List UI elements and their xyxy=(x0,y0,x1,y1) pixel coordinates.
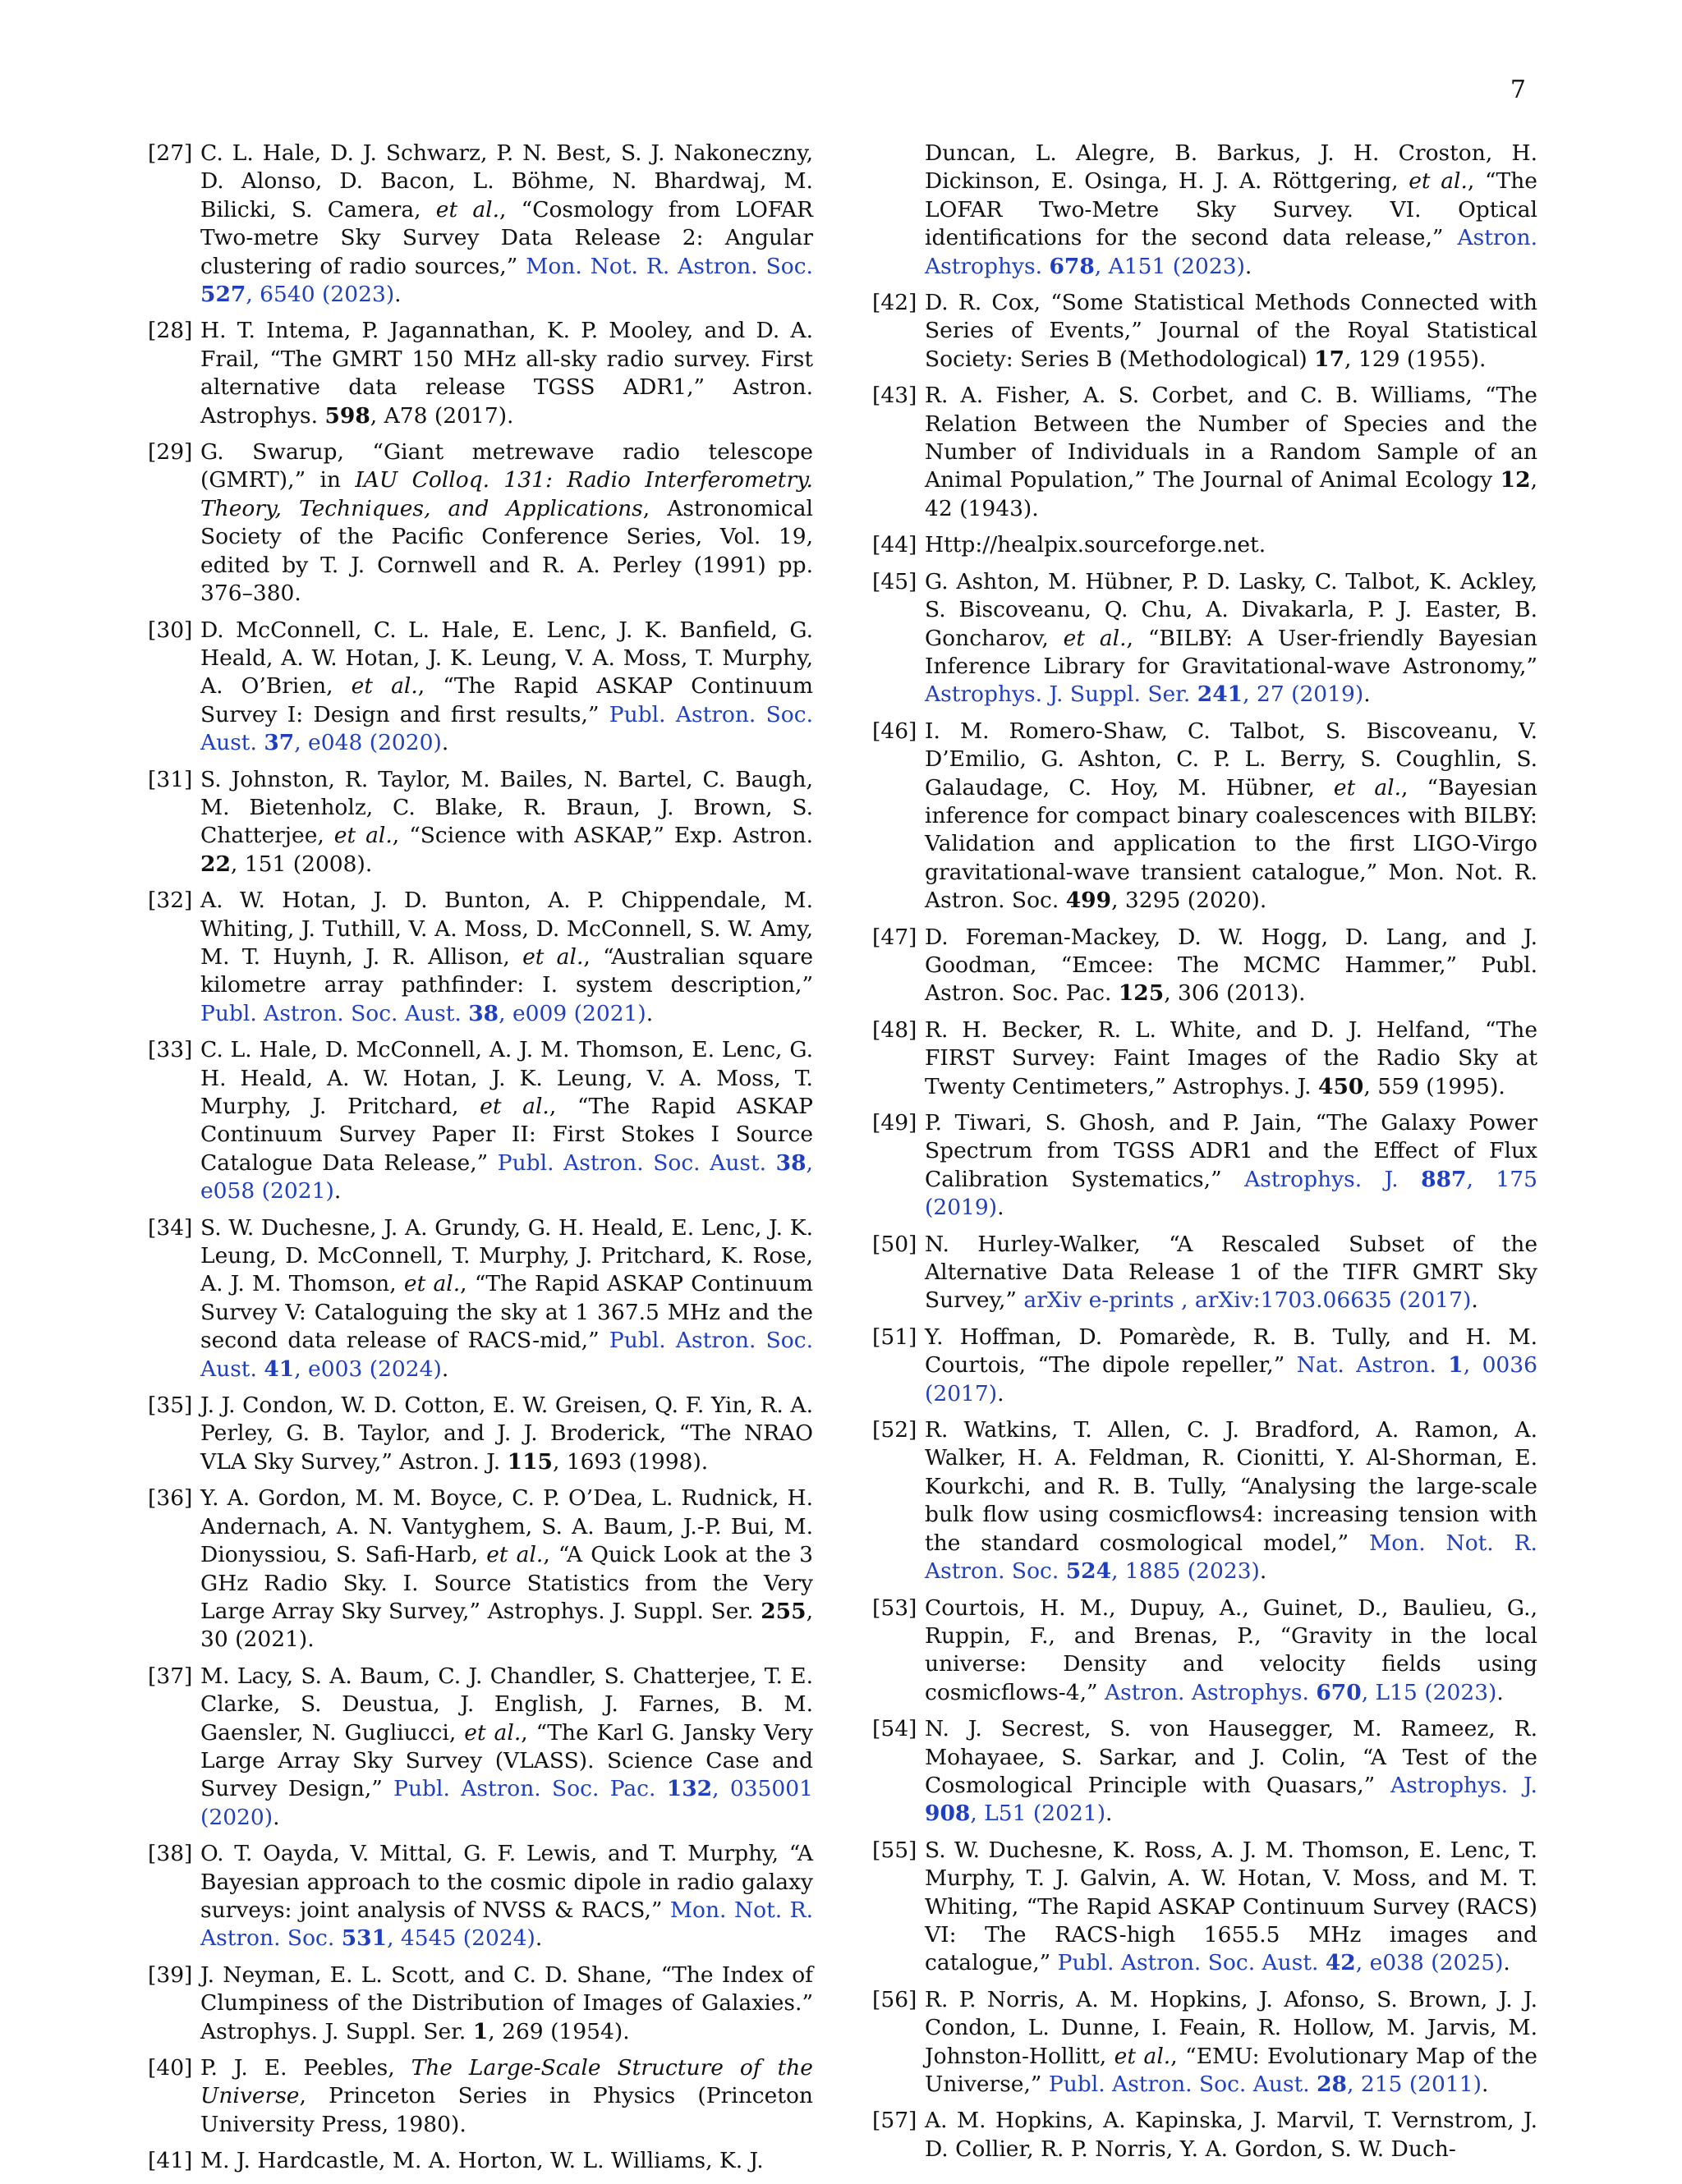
reference-number: [48] xyxy=(872,1016,917,1043)
reference-text: S. W. Duchesne, K. Ross, A. J. M. Thomson, E. Lenc, T. Murphy, T. J. Galvin, A. W. Hotan, V. Moss, and M. T. Whiting, “The Rapid ASKAP Continuum Survey (RACS) VI: The RACS-high 1655.5 MHz images and catalogue,” xyxy=(925,1837,1537,1976)
reference-text: , “Australian square kilometre array pathfinder: I. system description,” xyxy=(200,943,814,998)
reference-text: C. L. Hale, D. J. Schwarz, P. N. Best, S. J. Nakoneczny, D. Alonso, D. Bacon, L. Böhme, N. Bhardwaj, M. Bilicki, S. Camera, xyxy=(200,140,813,223)
reference-link[interactable]: Nat. Astron. xyxy=(1296,1352,1449,1379)
references-left-column xyxy=(148,140,813,2184)
reference-number: [49] xyxy=(872,1110,917,1136)
reference-entry xyxy=(148,1663,813,1832)
reference-entry xyxy=(872,1416,1537,1585)
reference-link[interactable]: , 4545 (2024) xyxy=(387,1925,535,1952)
reference-volume: 115 xyxy=(507,1448,553,1475)
reference-entry xyxy=(148,766,813,879)
reference-entry xyxy=(872,289,1537,374)
reference-link[interactable]: 37 xyxy=(264,730,295,756)
reference-italic-text: et al. xyxy=(1409,168,1468,195)
reference-volume: 125 xyxy=(1118,980,1165,1007)
reference-link[interactable]: , 6540 (2023) xyxy=(246,282,395,308)
reference-number: [41] xyxy=(148,2148,193,2174)
reference-italic-text: The Large-Scale Structure of the Universe xyxy=(200,2055,813,2109)
reference-entry xyxy=(872,382,1537,523)
reference-text: , 1693 (1998). xyxy=(552,1448,709,1475)
reference-link[interactable]: , 1885 (2023) xyxy=(1111,1558,1260,1585)
reference-link[interactable]: , e038 (2025) xyxy=(1355,1950,1504,1976)
reference-text: , Astronomical Society of the Pacific Conference Series, Vol. 19, edited by T. J. Cornwell and R. A. Perley (1991) pp. 376–380. xyxy=(200,495,813,607)
reference-entry xyxy=(872,531,1537,559)
reference-link[interactable]: 527 xyxy=(200,282,246,308)
reference-text: R. A. Fisher, A. S. Corbet, and C. B. Williams, “The Relation Between the Number of Species and the Number of Individuals in a Random Sample of an Animal Population,” The Journal of Animal Ecology xyxy=(925,383,1537,493)
reference-italic-text: et al. xyxy=(480,1094,549,1119)
reference-entry xyxy=(872,1109,1537,1223)
reference-text: , 30 (2021). xyxy=(200,1598,813,1653)
reference-text: , “The Rapid ASKAP Continuum Survey I: Design and first results,” xyxy=(200,673,813,727)
reference-link[interactable]: 887 xyxy=(1421,1166,1467,1192)
reference-text: , “Bayesian inference for compact binary coalescences with BILBY: Validation and application to the first LIGO-Virgo gravitational-wave transient catalogue,” Mon. Not. R. Astron. Soc. xyxy=(925,774,1537,914)
reference-text: D. R. Cox, “Some Statistical Methods Connected with Series of Events,” Journal of the Royal Statistical Society: Series B (Methodological) xyxy=(925,290,1537,372)
reference-text: . xyxy=(997,1380,1004,1406)
reference-volume: 450 xyxy=(1318,1073,1364,1099)
reference-italic-text: et al. xyxy=(435,196,500,223)
reference-text: D. Foreman-Mackey, D. W. Hogg, D. Lang, and J. Goodman, “Emcee: The MCMC Hammer,” Publ. Astron. Soc. Pac. xyxy=(925,924,1537,1007)
reference-entry xyxy=(872,1324,1537,1408)
reference-entry xyxy=(872,1837,1537,1978)
reference-text: . xyxy=(1363,681,1371,708)
reference-text: Duncan, L. Alegre, B. Barkus, J. H. Croston, H. Dickinson, E. Osinga, H. J. A. Röttgering, xyxy=(925,140,1537,195)
reference-entry xyxy=(872,140,1537,281)
reference-link[interactable]: Publ. Astron. Soc. Aust. xyxy=(497,1149,776,1176)
reference-text: , 129 (1955). xyxy=(1344,346,1487,372)
reference-text: A. M. Hopkins, A. Kapinska, J. Marvil, T. Vernstrom, J. D. Collier, R. P. Norris, Y. A. Gordon, S. W. Duch- xyxy=(925,2108,1537,2162)
reference-link[interactable]: , e058 (2021) xyxy=(200,1149,813,1204)
reference-text: Http://healpix.sourceforge.net. xyxy=(925,532,1266,558)
reference-text: . xyxy=(1244,253,1252,279)
reference-text: J. Neyman, E. L. Scott, and C. D. Shane, “The Index of Clumpiness of the Distribution of Images of Galaxies.” Astrophys. J. Suppl. Ser. xyxy=(200,1961,813,2044)
reference-entry xyxy=(872,1715,1537,1828)
reference-link[interactable]: arXiv e-prints , arXiv:1703.06635 (2017) xyxy=(1023,1287,1472,1314)
reference-entry xyxy=(148,1484,813,1654)
reference-text: Y. Hoffman, D. Pomarède, R. B. Tully, and H. M. Courtois, “The dipole repeller,” xyxy=(925,1324,1537,1379)
reference-entry xyxy=(148,887,813,1028)
reference-text: P. J. E. Peebles, xyxy=(200,2055,411,2081)
reference-italic-text: et al. xyxy=(464,1719,522,1746)
reference-text: S. W. Duchesne, J. A. Grundy, G. H. Heald, E. Lenc, J. K. Leung, D. McConnell, T. Murphy, J. Pritchard, K. Rose, A. J. M. Thomson, xyxy=(200,1214,813,1297)
page-number: 7 xyxy=(1510,76,1526,104)
reference-link[interactable]: Mon. Not. R. Astron. Soc. xyxy=(925,1530,1537,1585)
reference-text: . xyxy=(1503,1950,1510,1976)
reference-text: . xyxy=(441,730,449,756)
reference-text: C. L. Hale, D. McConnell, A. J. M. Thomson, E. Lenc, G. H. Heald, A. W. Hotan, J. K. Leung, V. A. Moss, T. Murphy, J. Pritchard, xyxy=(200,1037,813,1119)
reference-link[interactable]: 670 xyxy=(1316,1679,1362,1705)
reference-text: , “EMU: Evolutionary Map of the Universe,” xyxy=(925,2043,1537,2097)
reference-text: . xyxy=(997,1195,1004,1221)
reference-volume: 1 xyxy=(472,2018,489,2044)
reference-text: J. J. Condon, W. D. Cotton, E. W. Greisen, Q. F. Yin, R. A. Perley, G. B. Taylor, and J. J. Broderick, “The NRAO VLA Sky Survey,” Astron. J. xyxy=(200,1393,813,1475)
reference-link[interactable]: 531 xyxy=(341,1925,388,1952)
reference-text: S. Johnston, R. Taylor, M. Bailes, N. Bartel, C. Baugh, M. Bietenholz, C. Blake, R. Braun, J. Brown, S. Chatterjee, xyxy=(200,766,813,849)
reference-number: [34] xyxy=(148,1214,193,1241)
reference-text: G. Swarup, “Giant metrewave radio telescope (GMRT),” in xyxy=(200,439,813,493)
reference-text: . xyxy=(333,1178,342,1204)
reference-number: [27] xyxy=(148,140,193,166)
reference-entry xyxy=(872,924,1537,1008)
reference-number: [55] xyxy=(872,1837,917,1863)
reference-italic-text: et al. xyxy=(351,673,418,700)
reference-text: , “The Rapid ASKAP Continuum Survey V: Cataloguing the sky at 1 367.5 MHz and the second data release of RACS-mid,” xyxy=(200,1271,813,1354)
reference-text: R. Watkins, T. Allen, C. J. Bradford, A. Ramon, A. Walker, H. A. Feldman, R. Cionitti, Y. Al-Shorman, E. Kourkchi, and R. B. Tully, “Analysing the large-scale bulk flow using cosmicflows4: increasing tension with the standard cosmological model,” xyxy=(925,1417,1537,1556)
reference-number: [47] xyxy=(872,924,917,950)
reference-entry xyxy=(148,2054,813,2139)
reference-link[interactable]: 41 xyxy=(264,1356,295,1382)
reference-number: [38] xyxy=(148,1841,193,1867)
reference-text: , “A Quick Look at the 3 GHz Radio Sky. I. Source Statistics from the Very Large Array Sky Survey,” Astrophys. J. Suppl. Ser. xyxy=(200,1542,813,1624)
reference-entry xyxy=(148,317,813,430)
reference-text: . xyxy=(394,282,402,308)
reference-italic-text: et al. xyxy=(1063,625,1127,651)
reference-link[interactable]: , A151 (2023) xyxy=(1094,253,1245,279)
reference-number: [33] xyxy=(148,1037,193,1063)
reference-text: I. M. Romero-Shaw, C. Talbot, S. Biscoveanu, V. D’Emilio, G. Ashton, C. P. L. Berry, S. Coughlin, S. Galaudage, C. Hoy, M. Hübner, xyxy=(925,718,1537,801)
reference-number: [44] xyxy=(872,532,917,558)
reference-number: [37] xyxy=(148,1663,193,1689)
reference-entry xyxy=(872,1986,1537,2099)
reference-link[interactable]: , 035001 (2020) xyxy=(200,1776,813,1830)
reference-link[interactable]: 132 xyxy=(666,1776,713,1802)
reference-text: , 306 (2013). xyxy=(1164,980,1306,1007)
reference-link[interactable]: , 215 (2011) xyxy=(1346,2072,1482,2097)
reference-volume: 22 xyxy=(200,851,231,877)
references-right-column xyxy=(872,140,1537,2172)
reference-number: [53] xyxy=(872,1594,917,1621)
reference-link[interactable]: 524 xyxy=(1065,1558,1112,1585)
reference-link[interactable]: Mon. Not. R. Astron. Soc. xyxy=(526,253,813,279)
reference-text: M. Lacy, S. A. Baum, C. J. Chandler, S. Chatterjee, T. E. Clarke, S. Deustua, J. English, J. Farnes, B. M. Gaensler, N. Gugliucci, xyxy=(200,1663,813,1746)
reference-text: . xyxy=(1496,1679,1504,1705)
reference-text: G. Ashton, M. Hübner, P. D. Lasky, C. Talbot, K. Ackley, S. Biscoveanu, Q. Chu, A. Divakarla, P. J. Easter, B. Goncharov, xyxy=(925,568,1537,651)
reference-link[interactable]: 1 xyxy=(1448,1352,1464,1379)
reference-text: M. J. Hardcastle, M. A. Horton, W. L. Williams, K. J. xyxy=(200,2148,764,2174)
reference-text: H. T. Intema, P. Jagannathan, K. P. Mooley, and D. A. Frail, “The GMRT 150 MHz all-sky radio survey. First alternative data release TGSS ADR1,” Astron. Astrophys. xyxy=(200,318,813,429)
reference-link[interactable]: Astron. Astrophys. xyxy=(925,225,1537,279)
reference-text: A. W. Hotan, J. D. Bunton, A. P. Chippendale, M. Whiting, J. Tuthill, V. A. Moss, D. McConnell, S. W. Amy, M. T. Huynh, J. R. Allison, xyxy=(200,888,813,970)
reference-italic-text: et al. xyxy=(1333,774,1402,801)
reference-text: . xyxy=(646,1000,654,1026)
reference-text: Y. A. Gordon, M. M. Boyce, C. P. O’Dea, L. Rudnick, H. Andernach, A. N. Vantyghem, S. A. Baum, J.-P. Bui, M. Dionyssiou, S. Safi-Harb, xyxy=(200,1485,813,1568)
reference-link[interactable]: Publ. Astron. Soc. Pac. xyxy=(393,1776,667,1802)
reference-link[interactable]: , L15 (2023) xyxy=(1361,1679,1497,1705)
reference-link[interactable]: , 175 (2019) xyxy=(925,1166,1537,1221)
reference-link[interactable]: 678 xyxy=(1049,253,1095,279)
reference-entry xyxy=(872,1016,1537,1101)
reference-text: , “The LOFAR Two-Metre Sky Survey. VI. Optical identifications for the second data release,” xyxy=(925,168,1537,251)
reference-text: . xyxy=(273,1804,280,1830)
reference-text: , “The Rapid ASKAP Continuum Survey Paper II: First Stokes I Source Catalogue Data Release,” xyxy=(200,1094,813,1176)
reference-text: . xyxy=(1259,1558,1267,1585)
reference-number: [29] xyxy=(148,439,193,466)
reference-link[interactable]: Publ. Astron. Soc. Aust. xyxy=(200,1000,469,1026)
reference-text: . xyxy=(1105,1801,1113,1827)
reference-entry xyxy=(872,1594,1537,1708)
reference-entry xyxy=(148,1840,813,1953)
reference-number: [45] xyxy=(872,568,917,594)
reference-text: P. Tiwari, S. Ghosh, and P. Jain, “The Galaxy Power Spectrum from TGSS ADR1 and the Effect of Flux Calibration Systematics,” xyxy=(925,1110,1537,1192)
reference-link[interactable]: Publ. Astron. Soc. Aust. xyxy=(1048,2072,1317,2097)
reference-number: [30] xyxy=(148,617,193,643)
reference-entry xyxy=(148,617,813,758)
reference-link[interactable]: 38 xyxy=(775,1149,807,1176)
reference-link[interactable]: 908 xyxy=(925,1801,971,1827)
reference-link[interactable]: Astron. Astrophys. xyxy=(1104,1679,1317,1705)
reference-text: , “Cosmology from LOFAR Two-metre Sky Survey Data Release 2: Angular clustering of radio sources,” xyxy=(200,196,813,279)
reference-text: , “The Karl G. Jansky Very Large Array Sky Survey (VLASS). Science Case and Survey Design,” xyxy=(200,1719,813,1802)
reference-number: [42] xyxy=(872,290,917,316)
reference-number: [39] xyxy=(148,1961,193,1988)
reference-text: R. P. Norris, A. M. Hopkins, J. Afonso, S. Brown, J. J. Condon, L. Dunne, I. Feain, R. Hollow, M. Jarvis, M. Johnston-Hollitt, xyxy=(925,1986,1537,2069)
reference-entry xyxy=(148,1036,813,1205)
reference-text: . xyxy=(441,1356,449,1382)
reference-entry xyxy=(148,1961,813,2046)
reference-text: Courtois, H. M., Dupuy, A., Guinet, D., Baulieu, G., Ruppin, F., and Brenas, P., “Gravity in the local universe: Density and velocity fields using cosmicflows-4,” xyxy=(925,1594,1537,1705)
reference-number: [46] xyxy=(872,718,917,744)
reference-volume: 499 xyxy=(1065,888,1112,914)
reference-entry xyxy=(148,1214,813,1383)
reference-italic-text: IAU Colloq. 131: Radio Interferometry. Theory, Techniques, and Applications xyxy=(200,467,813,521)
reference-entry xyxy=(872,1231,1537,1315)
reference-text: O. T. Oayda, V. Mittal, G. F. Lewis, and T. Murphy, “A Bayesian approach to the cosmic dipole in radio galaxy surveys: joint analysis of NVSS & RACS,” xyxy=(200,1841,813,1923)
reference-link[interactable]: Publ. Astron. Soc. Aust. xyxy=(200,701,813,756)
reference-link[interactable]: , e009 (2021) xyxy=(499,1000,646,1026)
reference-volume: 12 xyxy=(1500,467,1531,493)
reference-text: , Princeton Series in Physics (Princeton University Press, 1980). xyxy=(200,2083,813,2137)
reference-link[interactable]: Astrophys. J. Suppl. Ser. xyxy=(925,681,1197,708)
reference-entry xyxy=(872,2107,1537,2163)
reference-link[interactable]: , 0036 (2017) xyxy=(925,1352,1538,1406)
reference-entry xyxy=(148,2147,813,2175)
reference-number: [32] xyxy=(148,888,193,914)
reference-text: , 42 (1943). xyxy=(925,467,1537,521)
reference-text: , “BILBY: A User-friendly Bayesian Inference Library for Gravitational-wave Astronomy,” xyxy=(925,625,1537,679)
reference-text: . xyxy=(535,1925,543,1952)
reference-italic-text: et al. xyxy=(1114,2043,1171,2069)
reference-link[interactable]: Mon. Not. R. Astron. Soc. xyxy=(200,1897,813,1952)
reference-italic-text: et al. xyxy=(333,823,393,849)
reference-number: [52] xyxy=(872,1417,917,1443)
reference-italic-text: et al. xyxy=(522,943,584,970)
reference-number: [56] xyxy=(872,1986,917,2012)
reference-volume: 255 xyxy=(761,1598,807,1624)
reference-link[interactable]: , e003 (2024) xyxy=(294,1356,442,1382)
reference-text: , 559 (1995). xyxy=(1363,1073,1505,1099)
reference-link[interactable]: 28 xyxy=(1317,2072,1347,2097)
reference-text: N. Hurley-Walker, “A Rescaled Subset of the Alternative Data Release 1 of the TIFR GMRT Sky Survey,” xyxy=(925,1231,1537,1314)
reference-number: [36] xyxy=(148,1485,193,1512)
reference-number: [57] xyxy=(872,2108,917,2134)
reference-number: [31] xyxy=(148,766,193,792)
reference-text: N. J. Secrest, S. von Hausegger, M. Rameez, R. Mohayaee, S. Sarkar, and J. Colin, “A Test of the Cosmological Principle with Quasars,” xyxy=(925,1716,1537,1798)
reference-italic-text: et al. xyxy=(403,1271,461,1297)
reference-entry xyxy=(872,718,1537,915)
reference-link[interactable]: Publ. Astron. Soc. Aust. xyxy=(200,1328,813,1382)
reference-entry xyxy=(872,568,1537,709)
reference-link[interactable]: 38 xyxy=(468,1000,499,1026)
reference-link[interactable]: Astrophys. J. xyxy=(1390,1772,1537,1798)
reference-text: . xyxy=(1471,1287,1478,1314)
reference-text: , 151 (2008). xyxy=(230,851,373,877)
reference-link[interactable]: Publ. Astron. Soc. Aust. xyxy=(1057,1950,1326,1976)
reference-link[interactable]: , L51 (2021) xyxy=(970,1801,1106,1827)
reference-link[interactable]: 42 xyxy=(1325,1950,1356,1976)
reference-number: [51] xyxy=(872,1324,917,1350)
reference-number: [50] xyxy=(872,1231,917,1257)
reference-text: , 3295 (2020). xyxy=(1111,888,1267,914)
reference-volume: 17 xyxy=(1314,346,1345,372)
reference-volume: 598 xyxy=(324,402,370,429)
reference-number: [40] xyxy=(148,2055,193,2081)
reference-text: , 269 (1954). xyxy=(488,2018,630,2044)
reference-link[interactable]: , 27 (2019) xyxy=(1243,681,1364,708)
reference-entry xyxy=(148,140,813,309)
reference-number: [43] xyxy=(872,383,917,409)
reference-link[interactable]: , e048 (2020) xyxy=(294,730,442,756)
reference-number: [28] xyxy=(148,318,193,344)
reference-number: [35] xyxy=(148,1393,193,1419)
reference-text: . xyxy=(1481,2072,1489,2097)
reference-number: [54] xyxy=(872,1716,917,1742)
reference-text: R. H. Becker, R. L. White, and D. J. Helfand, “The FIRST Survey: Faint Images of the Radio Sky at Twenty Centimeters,” Astrophys. J. xyxy=(925,1016,1537,1099)
reference-entry xyxy=(148,438,813,608)
reference-link[interactable]: 241 xyxy=(1197,681,1243,708)
reference-text: , “Science with ASKAP,” Exp. Astron. xyxy=(392,823,813,849)
reference-text: , A78 (2017). xyxy=(370,402,514,429)
reference-entry xyxy=(148,1392,813,1476)
reference-italic-text: et al. xyxy=(486,1542,544,1568)
reference-link[interactable]: Astrophys. J. xyxy=(1244,1166,1422,1192)
reference-text: D. McConnell, C. L. Hale, E. Lenc, J. K. Banfield, G. Heald, A. W. Hotan, J. K. Leung, V. A. Moss, T. Murphy, A. O’Brien, xyxy=(200,617,813,700)
